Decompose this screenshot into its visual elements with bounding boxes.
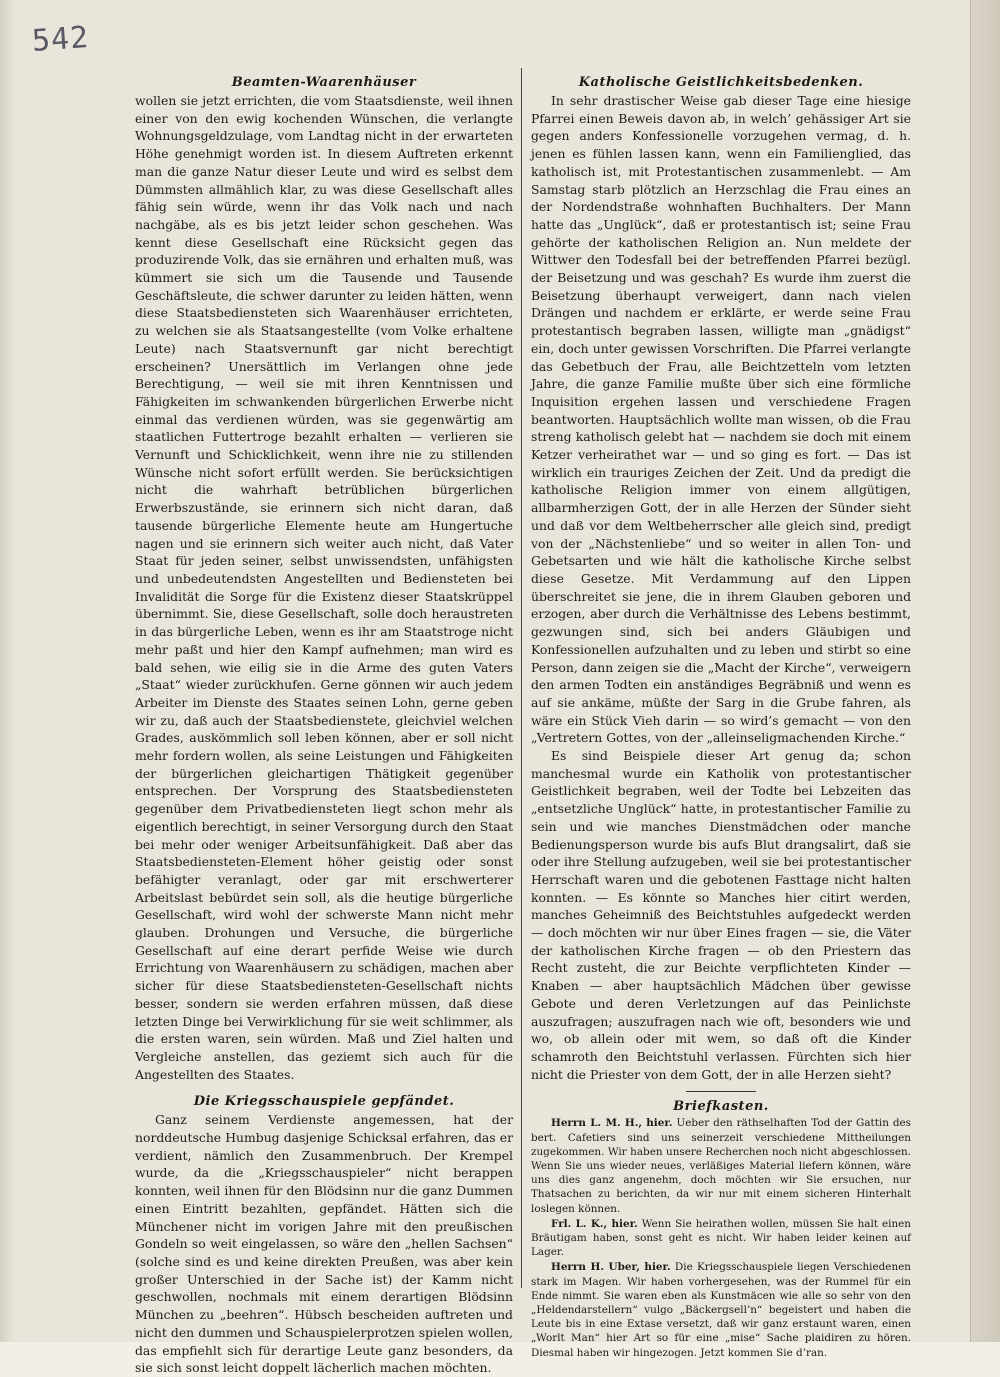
scan-left-shadow — [0, 0, 14, 1342]
article-body-geistlichkeitsbedenken-part2: Es sind Beispiele dieser Art genug da; schon manchesmal wurde ein Katholik von protestantischer Geistlichkeit begraben, weil der Todte bei Lebzeiten das „entsetzliche Unglück“ hatte, in protestantischer Familie zu sein und wie manches Dienstmädchen oder manche Bedienungsperson wurde bis aufs Blut drangsalirt, daß sie oder ihre Stellung aufzugeben, weil sie bei protestantischer Herrschaft waren und die gebotenen Fasttage nicht halten konnten. — Es könnte so Manches hier citirt werden, manches Geheimniß des Beichtstuhles aufgedeckt werden — doch möchten wir nur über Eines fragen — sie, die Väter der katholischen Kirche fragen — ob den Priestern das Recht zusteht, die zur Beichte verpflichteten Kinder — Knaben — aber hauptsächlich Mädchen über gewisse Gebote und deren Verletzungen auf das Peinlichste auszufragen; auszufragen nach wie oft, besonders wie und wo, ob allein oder mit wem, so daß oft die Kinder schamroth den Beichtstuhl verlassen. Fürchten sich hier nicht die Priester von dem Gott, der in alle Herzen sieht? — [531, 748, 911, 1082]
section-gap — [135, 1083, 513, 1093]
article-body-kriegsschauspiele: Ganz seinem Verdienste angemessen, hat der norddeutsche Humbug dasjenige Schicksal erfahren, das er verdient, nämlich den Zusammenbruch. Der Krempel wurde, da die „Kriegsschauspieler“ nicht berappen konnten, weil ihnen für den Blödsinn nur die ganz Dummen einen Eintritt bezahlten, gepfändet. Hätten sich die Münchener nicht im vorigen Jahre mit den preußischen Gondeln so weit eingelassen, so wäre den „hellen Sachsen“ (solche sind es und keine direkten Preußen, was aber kein großer Unterschied in der Sache ist) der Kamm nicht geschwollen, nochmals mit einem derartigen Blödsinn München zu „beehren“. Hübsch bescheiden auftreten und nicht den dummen und Schauspielerprotzen spielen wollen, das empfiehlt sich für derartige Leute ganz besonders, da sie sich sonst leicht doppelt lächerlich machen möchten. — [135, 1112, 513, 1376]
briefkasten-addressee: Herrn H. Uber, hier. — [551, 1261, 671, 1274]
article-body-geistlichkeitsbedenken-part1: In sehr drastischer Weise gab dieser Tage eine hiesige Pfarrei einen Beweis davon ab, in welch’ gehässiger Art sie gegen anders Konfessionelle vorzugehen vermag, d. h. jenen es fühlen lassen kann, wenn ein Familienglied, das katholisch ist, mit Protestantischen zusammenlebt. — Am Samstag starb plötzlich an Herzschlag die Frau eines an der Nordendstraße wohnhaften Buchhalters. Der Mann hatte das „Unglück“, daß er protestantisch ist; seine Frau gehörte der katholischen Religion an. Nun meldete der Wittwer den Todesfall bei der betreffenden Pfarrei bezügl. der Beisetzung und was geschah? Es wurde ihm zuerst die Beisetzung überhaupt verweigert, dann nach vielen Drängen und nachdem er erklärte, er werde seine Frau protestantisch begraben lassen, willigte man „gnädigst“ ein, doch unter gewissen Vorschriften. Die Pfarrei verlangte das Gebetbuch der Frau, alle Beichtzetteln vom letzten Jahre, die ganze Familie mußte über sich eine förmliche Inquisition ergehen lassen und verschiedene Fragen beantworten. Hauptsächlich wollte man wissen, ob die Frau streng katholisch gelebt hat — nachdem sie doch mit einem Ketzer verheirathet war — und so ging es fort. — Das ist wirklich ein trauriges Zeichen der Zeit. Und da predigt die katholische Religion immer von einem allgütigen, allbarmherzigen Gott, der in alle Herzen der Sünder sieht und daß vor dem Weltbeherrscher alle gleich sind, predigt von der „Nächstenliebe“ und so weiter in allen Ton- und Gebetsarten und wie hält die katholische Kirche selbst diese Gesetze. Mit Verdammung auf den Lippen überschreitet sie jene, die in ihrem Glauben geboren und erzogen, aber durch die Verhältnisse des Lebens bestimmt, gezwungen sind, sich bei anders Gläubigen und Konfessionellen aufzuhalten und zu leben und stirbt so eine Person, dann zeigen sie die „Macht der Kirche“, verweigern den armen Todten ein anständiges Begräbniß und wenn es auf sie ankäme, müßte der Sarg in die Grube fahren, als wäre ein Stück Vieh darin — so wird’s gemacht — von den „Vertretern Gottes, von der „alleinseligmachenden Kirche.“ — [531, 93, 911, 746]
briefkasten-entry — [531, 1260, 911, 1359]
briefkasten-entries — [531, 1116, 911, 1359]
briefkasten-text: Ueber den räthselhaften Tod der Gattin des bert. Cafetiers sind uns seinerzeit verschiedene Mittheilungen zugekommen. Wir haben unsere Recherchen noch nicht abgeschlossen. Wenn Sie uns wieder neues, verläßiges Material liefern können, wäre uns dies ganz angenehm, doch möchten wir Sie ersuchen, nur Thatsachen zu berichten, da wir nur mit einem sicheren Hinterhalt loslegen können. — [531, 1117, 912, 1215]
section-separator-rule — [686, 1091, 756, 1092]
next-page-edge — [970, 0, 1000, 1342]
briefkasten-text: Die Kriegsschauspiele liegen Verschiedenen stark im Magen. Wir haben vorhergesehen, was der Rummel für ein Ende nimmt. Sie waren eben als Kunstmäcen wie alle so sehr von den „Heldendarstellern“ vulgo „Bäckergsell’n“ begeistert und haben die Leute bis in eine Extase versetzt, daß wir ganz erstaunt waren, einen „Worlt Man“ hier Art so für eine „mise“ Sache plaidiren zu hören. Diesmal haben wir hingezogen. Jetzt kommen Sie d’ran. — [531, 1261, 911, 1359]
column-divider — [521, 68, 522, 1288]
briefkasten-entry — [531, 1116, 911, 1215]
briefkasten-addressee: Frl. L. K., hier. — [551, 1217, 638, 1230]
article-title-kriegsschauspiele: Die Kriegsschauspiele gepfändet. — [193, 1094, 455, 1110]
briefkasten-title: Briefkasten. — [673, 1099, 769, 1115]
briefkasten-addressee: Herrn L. M. H., hier. — [551, 1117, 673, 1130]
briefkasten-text: Wenn Sie heirathen wollen, müssen Sie halt einen Bräutigam haben, sonst geht es nicht. Wir haben leider keinen auf Lager. — [531, 1217, 911, 1259]
left-column — [135, 74, 513, 1377]
article-body-beamten-waarenhaeuser: wollen sie jetzt errichten, die vom Staatsdienste, weil ihnen einer von den ewig kochenden Wünschen, die verlangte Wohnungsgeldzulage, vom Landtag nicht in der erwarteten Höhe genehmigt worden ist. In diesem Auftreten erkennt man die ganze Natur dieser Leute und wird es selbst dem Dümmsten allmählich klar, zu was diese Gesellschaft alles fähig sein würde, wenn ihr das Volk nach und nach nachgäbe, als es bis jetzt leider schon geschehen. Was kennt diese Gesellschaft eine Rücksicht gegen das produzirende Volk, das sie ernähren und erhalten muß, was kümmert sie sich um die Tausende und Tausende Geschäftsleute, die schwer darunter zu leiden hätten, wenn diese Staatsbediensteten sich Waarenhäuser errichteten, zu welchen sie als Staatsangestellte (vom Volke erhaltene Leute) nach Staatsvernunft gar nicht berechtigt erscheinen? Unersättlich im Verlangen ohne jede Berechtigung, — weil sie mit ihren Kenntnissen und Fähigkeiten im schwankenden bürgerlichen Erwerbe nicht einmal das verdienen würden, was sie gegenwärtig am staatlichen Futtertroge bezahlt erhalten — verlieren sie Vernunft und Schicklichkeit, wenn ihre nie zu stillenden Wünsche nicht sofort erfüllt werden. Sie berücksichtigen nicht die wahrhaft betrüblichen bürgerlichen Erwerbszustände, sie erinnern sich nicht daran, daß tausende bürgerliche Elemente heute am Hungertuche nagen und sie erinnern sich weiter auch nicht, daß Vater Staat für jeden seiner, selbst unwissendsten, unfähigsten und unbedeutendsten Angestellten und Bediensteten bei Invalidität die Sorge für die Existenz dieser Staatskrüppel übernimmt. Sie, diese Gesellschaft, solle doch heraustreten in das bürgerliche Leben, wenn es ihr am Staatstroge nicht mehr paßt und hier den Kampf aufnehmen; man wird es bald sehen, wie eilig sie in die Arme des guten Vaters „Staat“ wieder zurückhufen. Gerne gönnen wir auch jedem Arbeiter im Dienste des Staates seinen Lohn, gerne geben wir zu, daß auch der Staatsbedienstete, gleichviel welchen Grades, auskömmlich soll leben können, aber er soll nicht mehr fordern wollen, als seine Leistungen und Fähigkeiten der bürgerlichen gleichartigen Thätigkeit gegenüber entsprechen. Der Vorsprung des Staatsbediensteten gegenüber dem Privatbediensteten liegt schon mehr als eigentlich berechtigt, in seiner Versorgung durch den Staat bei mehr oder weniger Arbeitsunfähigkeit. Daß aber das Staatsbediensteten-Element höher geistig oder sonst befähigter veranlagt, oder gar mit erschwerterer Arbeitslast bebürdet sein soll, als die heutige bürgerliche Gesellschaft, wird wohl der schwerste Mann nicht mehr glauben. Drohungen und Versuche, die bürgerliche Gesellschaft auf eine derart perfide Weise wie durch Errichtung von Waarenhäusern zu schädigen, machen aber sicher für diese Staatsbediensteten-Gesellschaft nichts besser, sondern sie werden erfahren müssen, daß diese letzten Dinge bei Verwirklichung für sie weit schlimmer, als die ersten waren, sein würden. Maß und Ziel halten und Vergleiche anstellen, das geziemt sich auch für die Angestellten des Staates. — [135, 93, 513, 1082]
article-title-geistlichkeitsbedenken: Katholische Geistlichkeitsbedenken. — [578, 75, 864, 90]
article-title-beamten-waarenhaeuser: Beamten-Waarenhäuser — [231, 75, 417, 90]
handwritten-page-number: 542 — [30, 20, 91, 59]
briefkasten-entry — [531, 1217, 911, 1260]
right-column — [531, 74, 911, 1361]
